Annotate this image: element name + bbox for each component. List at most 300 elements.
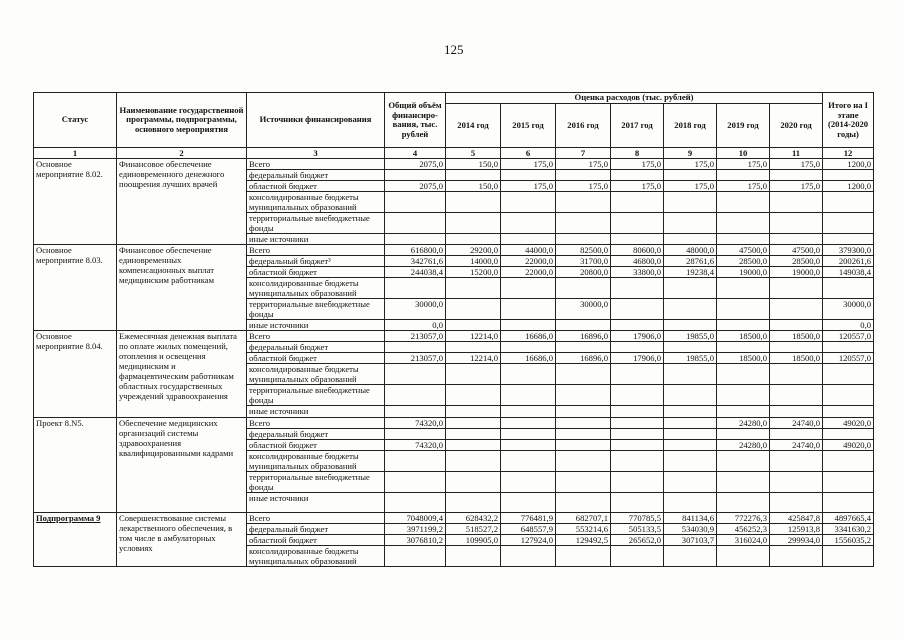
cell-year	[770, 429, 823, 440]
cell-year: 17906,0	[611, 353, 664, 364]
cell-year	[611, 342, 664, 353]
cell-year	[611, 234, 664, 245]
cell-year	[717, 234, 770, 245]
cell-year	[501, 320, 556, 331]
cell-year: 16896,0	[556, 331, 611, 342]
cell-year: 425847,8	[770, 513, 823, 524]
cell-stage: 49020,0	[823, 418, 874, 429]
cell-total	[385, 451, 446, 472]
cell-year: 16686,0	[501, 331, 556, 342]
header-year: 2018 год	[664, 103, 717, 148]
funding-source: областной бюджет	[247, 181, 385, 192]
cell-year: 19855,0	[664, 353, 717, 364]
cell-year	[611, 546, 664, 567]
cell-total	[385, 192, 446, 213]
table-row	[34, 418, 874, 429]
cell-year	[611, 418, 664, 429]
funding-source: областной бюджет	[247, 267, 385, 278]
cell-year	[770, 234, 823, 245]
cell-year	[664, 451, 717, 472]
cell-total	[385, 406, 446, 418]
cell-total: 74320,0	[385, 440, 446, 451]
cell-year	[770, 546, 823, 567]
cell-year	[556, 213, 611, 234]
header-total: Общий объём финансиро-вания, тыс. рублей	[385, 93, 446, 148]
cell-year: 175,0	[556, 159, 611, 170]
funding-source: Всего	[247, 513, 385, 524]
cell-year	[446, 472, 501, 493]
cell-year	[664, 213, 717, 234]
cell-year	[556, 472, 611, 493]
cell-year: 24740,0	[770, 418, 823, 429]
cell-stage	[823, 192, 874, 213]
cell-year	[664, 192, 717, 213]
cell-year	[717, 493, 770, 513]
cell-year	[446, 342, 501, 353]
cell-stage	[823, 493, 874, 513]
cell-total	[385, 546, 446, 567]
column-number: 8	[611, 148, 664, 159]
cell-stage: 1200,0	[823, 159, 874, 170]
cell-year	[556, 192, 611, 213]
cell-year	[770, 472, 823, 493]
cell-stage: 149038,4	[823, 267, 874, 278]
cell-stage	[823, 342, 874, 353]
cell-year: 534030,9	[664, 524, 717, 535]
cell-year	[770, 192, 823, 213]
header-sources: Источники финансирования	[247, 93, 385, 148]
cell-year: 44000,0	[501, 245, 556, 256]
cell-year	[717, 192, 770, 213]
cell-total: 0,0	[385, 320, 446, 331]
funding-source: Всего	[247, 245, 385, 256]
cell-year: 175,0	[501, 159, 556, 170]
column-number: 3	[247, 148, 385, 159]
cell-year: 28500,0	[770, 256, 823, 267]
header-year: 2016 год	[556, 103, 611, 148]
cell-year	[446, 451, 501, 472]
cell-year: 175,0	[664, 181, 717, 192]
cell-year: 175,0	[556, 181, 611, 192]
cell-year	[501, 213, 556, 234]
cell-year: 30000,0	[556, 299, 611, 320]
cell-year: 776481,9	[501, 513, 556, 524]
header-status: Статус	[34, 93, 117, 148]
cell-year: 175,0	[717, 159, 770, 170]
cell-stage: 1200,0	[823, 181, 874, 192]
funding-source: иные источники	[247, 493, 385, 513]
row-status: Подпрограмма 9	[34, 513, 117, 567]
cell-year	[770, 406, 823, 418]
funding-source: Всего	[247, 418, 385, 429]
cell-year	[501, 440, 556, 451]
cell-year: 648557,9	[501, 524, 556, 535]
cell-year	[556, 493, 611, 513]
cell-year	[446, 192, 501, 213]
cell-year	[664, 170, 717, 181]
row-status: Основное мероприятие 8.03.	[34, 245, 117, 331]
cell-year	[717, 342, 770, 353]
cell-year: 22000,0	[501, 256, 556, 267]
cell-year: 15200,0	[446, 267, 501, 278]
cell-year	[611, 406, 664, 418]
cell-year	[770, 342, 823, 353]
column-number: 6	[501, 148, 556, 159]
cell-year	[446, 234, 501, 245]
cell-year	[611, 170, 664, 181]
cell-year: 18500,0	[770, 331, 823, 342]
cell-year	[770, 385, 823, 406]
cell-year	[556, 440, 611, 451]
header-year: 2014 год	[446, 103, 501, 148]
cell-total: 2075,0	[385, 181, 446, 192]
header-year: 2015 год	[501, 103, 556, 148]
funding-source: областной бюджет	[247, 353, 385, 364]
funding-source: консолидированные бюджеты муниципальных образований	[247, 278, 385, 299]
cell-total: 30000,0	[385, 299, 446, 320]
cell-year	[770, 320, 823, 331]
cell-year	[446, 299, 501, 320]
cell-year: 682707,1	[556, 513, 611, 524]
cell-year	[556, 342, 611, 353]
cell-stage: 1556035,2	[823, 535, 874, 546]
cell-year: 47500,0	[770, 245, 823, 256]
cell-year	[717, 406, 770, 418]
cell-year: 16896,0	[556, 353, 611, 364]
cell-year: 47500,0	[717, 245, 770, 256]
cell-year	[664, 234, 717, 245]
cell-stage: 3341630,2	[823, 524, 874, 535]
cell-year	[664, 418, 717, 429]
cell-year: 31700,0	[556, 256, 611, 267]
cell-year	[664, 546, 717, 567]
cell-stage: 49020,0	[823, 440, 874, 451]
row-name: Финансовое обеспечение единовременного денежного поощрения лучших врачей	[117, 159, 247, 245]
cell-total: 74320,0	[385, 418, 446, 429]
cell-stage	[823, 364, 874, 385]
funding-source: областной бюджет	[247, 440, 385, 451]
cell-year	[556, 385, 611, 406]
cell-year	[501, 364, 556, 385]
cell-year	[501, 234, 556, 245]
cell-year	[664, 342, 717, 353]
row-status: Проект 8.N5.	[34, 418, 117, 513]
cell-year: 19000,0	[717, 267, 770, 278]
cell-year	[611, 385, 664, 406]
cell-total: 616800,0	[385, 245, 446, 256]
funding-source: консолидированные бюджеты муниципальных образований	[247, 364, 385, 385]
cell-year: 28761,6	[664, 256, 717, 267]
cell-year	[664, 472, 717, 493]
funding-source: федеральный бюджет	[247, 170, 385, 181]
column-number: 5	[446, 148, 501, 159]
cell-year: 628432,2	[446, 513, 501, 524]
cell-stage: 0,0	[823, 320, 874, 331]
column-number: 9	[664, 148, 717, 159]
cell-total	[385, 385, 446, 406]
funding-source: иные источники	[247, 320, 385, 331]
funding-source: консолидированные бюджеты муниципальных образований	[247, 451, 385, 472]
funding-source: федеральный бюджет	[247, 524, 385, 535]
cell-total: 244038,4	[385, 267, 446, 278]
column-number: 7	[556, 148, 611, 159]
cell-year	[446, 170, 501, 181]
row-name: Обеспечение медицинских организаций системы здравоохранения квалифицированными кадрами	[117, 418, 247, 513]
cell-year: 24280,0	[717, 418, 770, 429]
cell-year	[446, 406, 501, 418]
cell-year	[501, 342, 556, 353]
column-number: 11	[770, 148, 823, 159]
cell-stage: 200261,6	[823, 256, 874, 267]
cell-total	[385, 213, 446, 234]
cell-year: 16686,0	[501, 353, 556, 364]
cell-year: 175,0	[717, 181, 770, 192]
column-number: 12	[823, 148, 874, 159]
cell-year: 307103,7	[664, 535, 717, 546]
cell-year	[446, 385, 501, 406]
cell-year: 125913,8	[770, 524, 823, 535]
cell-year	[717, 278, 770, 299]
cell-year	[556, 364, 611, 385]
cell-year	[664, 385, 717, 406]
cell-total: 3076810,2	[385, 535, 446, 546]
cell-year	[717, 213, 770, 234]
cell-year	[717, 451, 770, 472]
cell-year	[717, 385, 770, 406]
cell-year: 175,0	[611, 181, 664, 192]
cell-year: 17906,0	[611, 331, 664, 342]
funding-source: территориальные внебюджетные фонды	[247, 299, 385, 320]
cell-year	[611, 440, 664, 451]
cell-year: 316024,0	[717, 535, 770, 546]
cell-year: 772276,3	[717, 513, 770, 524]
cell-year	[611, 493, 664, 513]
row-status: Основное мероприятие 8.04.	[34, 331, 117, 418]
cell-year	[611, 429, 664, 440]
cell-year: 265652,0	[611, 535, 664, 546]
cell-year	[556, 234, 611, 245]
cell-total: 213057,0	[385, 353, 446, 364]
cell-year	[446, 278, 501, 299]
cell-year: 48000,0	[664, 245, 717, 256]
cell-year: 82500,0	[556, 245, 611, 256]
cell-stage	[823, 429, 874, 440]
cell-year: 109905,0	[446, 535, 501, 546]
cell-stage: 30000,0	[823, 299, 874, 320]
cell-total	[385, 342, 446, 353]
column-number: 1	[34, 148, 117, 159]
cell-year: 24740,0	[770, 440, 823, 451]
cell-year: 20800,0	[556, 267, 611, 278]
header-year: 2019 год	[717, 103, 770, 148]
cell-year	[446, 364, 501, 385]
cell-year: 175,0	[501, 181, 556, 192]
cell-year	[501, 493, 556, 513]
cell-year: 18500,0	[770, 353, 823, 364]
cell-year	[611, 472, 664, 493]
cell-year	[446, 440, 501, 451]
cell-stage	[823, 234, 874, 245]
cell-total	[385, 364, 446, 385]
cell-year: 28500,0	[717, 256, 770, 267]
cell-year	[446, 493, 501, 513]
cell-year: 19855,0	[664, 331, 717, 342]
cell-year: 14000,0	[446, 256, 501, 267]
header-year: 2017 год	[611, 103, 664, 148]
funding-source: территориальные внебюджетные фонды	[247, 213, 385, 234]
cell-year: 24280,0	[717, 440, 770, 451]
cell-year	[611, 192, 664, 213]
cell-year	[556, 546, 611, 567]
cell-year	[611, 299, 664, 320]
funding-source: Всего	[247, 159, 385, 170]
cell-year: 299934,0	[770, 535, 823, 546]
header-year: 2020 год	[770, 103, 823, 148]
cell-year: 841134,6	[664, 513, 717, 524]
cell-stage	[823, 546, 874, 567]
cell-year: 175,0	[664, 159, 717, 170]
cell-year	[611, 451, 664, 472]
cell-year: 80600,0	[611, 245, 664, 256]
cell-total: 213057,0	[385, 331, 446, 342]
cell-year	[501, 451, 556, 472]
column-number: 4	[385, 148, 446, 159]
cell-year: 553214,6	[556, 524, 611, 535]
cell-stage	[823, 385, 874, 406]
table-row	[34, 245, 874, 256]
cell-year	[770, 493, 823, 513]
cell-year	[501, 418, 556, 429]
cell-stage	[823, 472, 874, 493]
cell-year	[556, 320, 611, 331]
cell-total	[385, 472, 446, 493]
budget-table	[33, 92, 874, 567]
cell-year	[501, 406, 556, 418]
funding-source: территориальные внебюджетные фонды	[247, 472, 385, 493]
cell-year	[664, 299, 717, 320]
row-name: Ежемесячная денежная выплата по оплате жилых помещений, отопления и освещения медицинским и фармацевтическим работникам областных государственных учреждений здравоохранения	[117, 331, 247, 418]
cell-year	[556, 278, 611, 299]
cell-year: 505133,5	[611, 524, 664, 535]
cell-year	[717, 320, 770, 331]
funding-source: иные источники	[247, 406, 385, 418]
cell-year	[501, 299, 556, 320]
table-row	[34, 331, 874, 342]
cell-year: 12214,0	[446, 331, 501, 342]
cell-year	[664, 440, 717, 451]
cell-year: 770785,5	[611, 513, 664, 524]
cell-year: 150,0	[446, 181, 501, 192]
row-name: Финансовое обеспечение единовременных компенсационных выплат медицинским работникам	[117, 245, 247, 331]
cell-stage	[823, 278, 874, 299]
cell-year	[501, 278, 556, 299]
cell-year: 175,0	[770, 181, 823, 192]
cell-year	[611, 278, 664, 299]
cell-year	[770, 278, 823, 299]
cell-total: 342761,6	[385, 256, 446, 267]
cell-stage: 120557,0	[823, 353, 874, 364]
cell-total	[385, 429, 446, 440]
funding-source: территориальные внебюджетные фонды	[247, 385, 385, 406]
cell-year: 33800,0	[611, 267, 664, 278]
cell-total: 2075,0	[385, 159, 446, 170]
cell-year	[717, 429, 770, 440]
cell-year	[664, 320, 717, 331]
cell-year	[556, 418, 611, 429]
cell-total	[385, 278, 446, 299]
cell-year	[717, 364, 770, 385]
funding-source: областной бюджет	[247, 535, 385, 546]
cell-year: 18500,0	[717, 353, 770, 364]
cell-year	[501, 429, 556, 440]
cell-year	[770, 451, 823, 472]
page-number: 125	[444, 42, 464, 57]
cell-year: 19000,0	[770, 267, 823, 278]
funding-source: консолидированные бюджеты муниципальных образований	[247, 192, 385, 213]
cell-year	[501, 546, 556, 567]
funding-source: федеральный бюджет	[247, 429, 385, 440]
cell-year: 456252,3	[717, 524, 770, 535]
cell-year: 127924,0	[501, 535, 556, 546]
cell-year	[501, 192, 556, 213]
cell-year	[717, 472, 770, 493]
row-status: Основное мероприятие 8.02.	[34, 159, 117, 245]
cell-year	[501, 385, 556, 406]
cell-total	[385, 170, 446, 181]
cell-year: 12214,0	[446, 353, 501, 364]
cell-total: 7048009,4	[385, 513, 446, 524]
cell-year	[664, 493, 717, 513]
column-number: 10	[717, 148, 770, 159]
cell-year	[446, 429, 501, 440]
cell-year: 29200,0	[446, 245, 501, 256]
table-row	[34, 513, 874, 524]
funding-source: федеральный бюджет³	[247, 256, 385, 267]
cell-total: 3971199,2	[385, 524, 446, 535]
header-name: Наименование государственной программы, подпрограммы, основного мероприятия	[117, 93, 247, 148]
cell-year	[446, 546, 501, 567]
cell-stage	[823, 213, 874, 234]
funding-source: Всего	[247, 331, 385, 342]
header-stage-total: Итого на I этапе (2014-2020 годы)	[823, 93, 874, 148]
cell-year: 18500,0	[717, 331, 770, 342]
cell-year: 175,0	[611, 159, 664, 170]
cell-year	[664, 278, 717, 299]
cell-year	[556, 429, 611, 440]
cell-year	[770, 299, 823, 320]
cell-year	[556, 406, 611, 418]
cell-year	[556, 451, 611, 472]
funding-source: консолидированные бюджеты муниципальных образований	[247, 546, 385, 567]
cell-year	[611, 320, 664, 331]
cell-year	[501, 472, 556, 493]
cell-year	[770, 364, 823, 385]
table-row	[34, 159, 874, 170]
funding-source: федеральный бюджет	[247, 342, 385, 353]
cell-year	[556, 170, 611, 181]
cell-year: 22000,0	[501, 267, 556, 278]
cell-year: 518527,2	[446, 524, 501, 535]
cell-year	[446, 320, 501, 331]
header-estimate: Оценка расходов (тыс. рублей)	[446, 93, 823, 104]
cell-year: 46800,0	[611, 256, 664, 267]
cell-stage: 379300,0	[823, 245, 874, 256]
cell-year	[717, 170, 770, 181]
row-name: Совершенствование системы лекарственного обеспечения, в том числе в амбулаторных условиях	[117, 513, 247, 567]
cell-year	[611, 213, 664, 234]
cell-year	[446, 213, 501, 234]
funding-source: иные источники	[247, 234, 385, 245]
